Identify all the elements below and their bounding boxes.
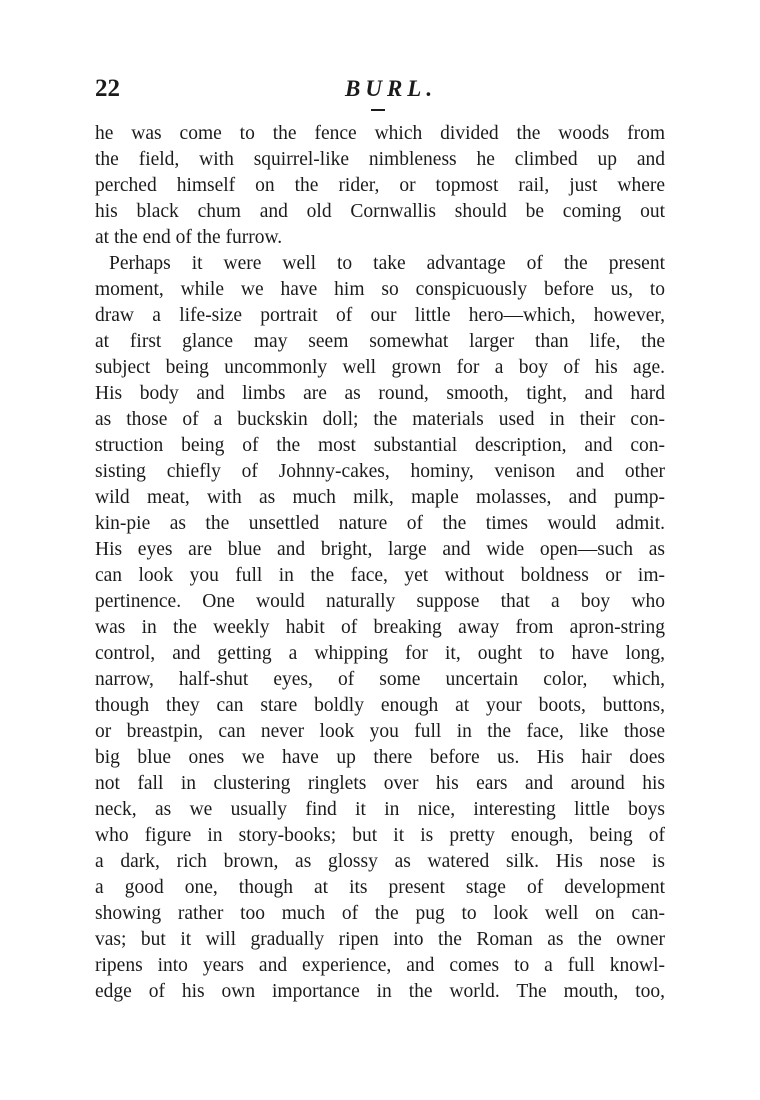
text-line: His eyes are blue and bright, large and wide open—such as bbox=[95, 539, 665, 560]
text-line: control, and getting a whipping for it, ought to have long, bbox=[95, 643, 665, 664]
text-line: though they can stare boldly enough at your boots, buttons, bbox=[95, 695, 665, 716]
text-line: kin-pie as the unsettled nature of the times would admit. bbox=[95, 513, 665, 534]
text-line: pertinence. One would naturally suppose that a boy who bbox=[95, 591, 665, 612]
text-line: neck, as we usually find it in nice, interesting little boys bbox=[95, 799, 665, 820]
page-number: 22 bbox=[95, 75, 120, 102]
text-line: Perhaps it were well to take advantage of the present bbox=[109, 253, 665, 274]
text-line: can look you full in the face, yet without boldness or im- bbox=[95, 565, 665, 586]
text-line: moment, while we have him so conspicuously before us, to bbox=[95, 279, 665, 300]
text-line: he was come to the fence which divided the woods from bbox=[95, 123, 665, 144]
text-line: His body and limbs are as round, smooth, tight, and hard bbox=[95, 383, 665, 404]
text-line: subject being uncommonly well grown for a boy of his age. bbox=[95, 357, 665, 378]
text-line: or breastpin, can never look you full in the face, like those bbox=[95, 721, 665, 742]
running-title: BURL. bbox=[345, 76, 438, 101]
text-line: a dark, rich brown, as glossy as watered silk. His nose is bbox=[95, 851, 665, 872]
text-line: his black chum and old Cornwallis should be coming out bbox=[95, 201, 665, 222]
text-line: was in the weekly habit of breaking away from apron-string bbox=[95, 617, 665, 638]
text-line: wild meat, with as much milk, maple molasses, and pump- bbox=[95, 487, 665, 508]
text-line: draw a life-size portrait of our little hero—which, however, bbox=[95, 305, 665, 326]
text-line: as those of a buckskin doll; the materials used in their con- bbox=[95, 409, 665, 430]
text-line: big blue ones we have up there before us. His hair does bbox=[95, 747, 665, 768]
text-line: at first glance may seem somewhat larger than life, the bbox=[95, 331, 665, 352]
text-line: struction being of the most substantial description, and con- bbox=[95, 435, 665, 456]
text-line: perched himself on the rider, or topmost rail, just where bbox=[95, 175, 665, 196]
text-line: who figure in story-books; but it is pretty enough, being of bbox=[95, 825, 665, 846]
title-rule bbox=[371, 109, 385, 111]
text-line: edge of his own importance in the world. The mouth, too, bbox=[95, 981, 665, 1002]
text-line: at the end of the furrow. bbox=[95, 227, 283, 248]
text-line: narrow, half-shut eyes, of some uncertain color, which, bbox=[95, 669, 665, 690]
text-line: a good one, though at its present stage of development bbox=[95, 877, 665, 898]
text-line: the field, with squirrel-like nimbleness he climbed up and bbox=[95, 149, 665, 170]
text-line: showing rather too much of the pug to look well on can- bbox=[95, 903, 665, 924]
paragraph-2 bbox=[95, 251, 665, 1005]
text-line: not fall in clustering ringlets over his ears and around his bbox=[95, 773, 665, 794]
body-text bbox=[95, 121, 665, 1005]
text-line: sisting chiefly of Johnny-cakes, hominy, venison and other bbox=[95, 461, 665, 482]
paragraph-1 bbox=[95, 121, 665, 251]
text-line: vas; but it will gradually ripen into the Roman as the owner bbox=[95, 929, 665, 950]
text-line: ripens into years and experience, and comes to a full knowl- bbox=[95, 955, 665, 976]
page-header bbox=[95, 74, 665, 114]
